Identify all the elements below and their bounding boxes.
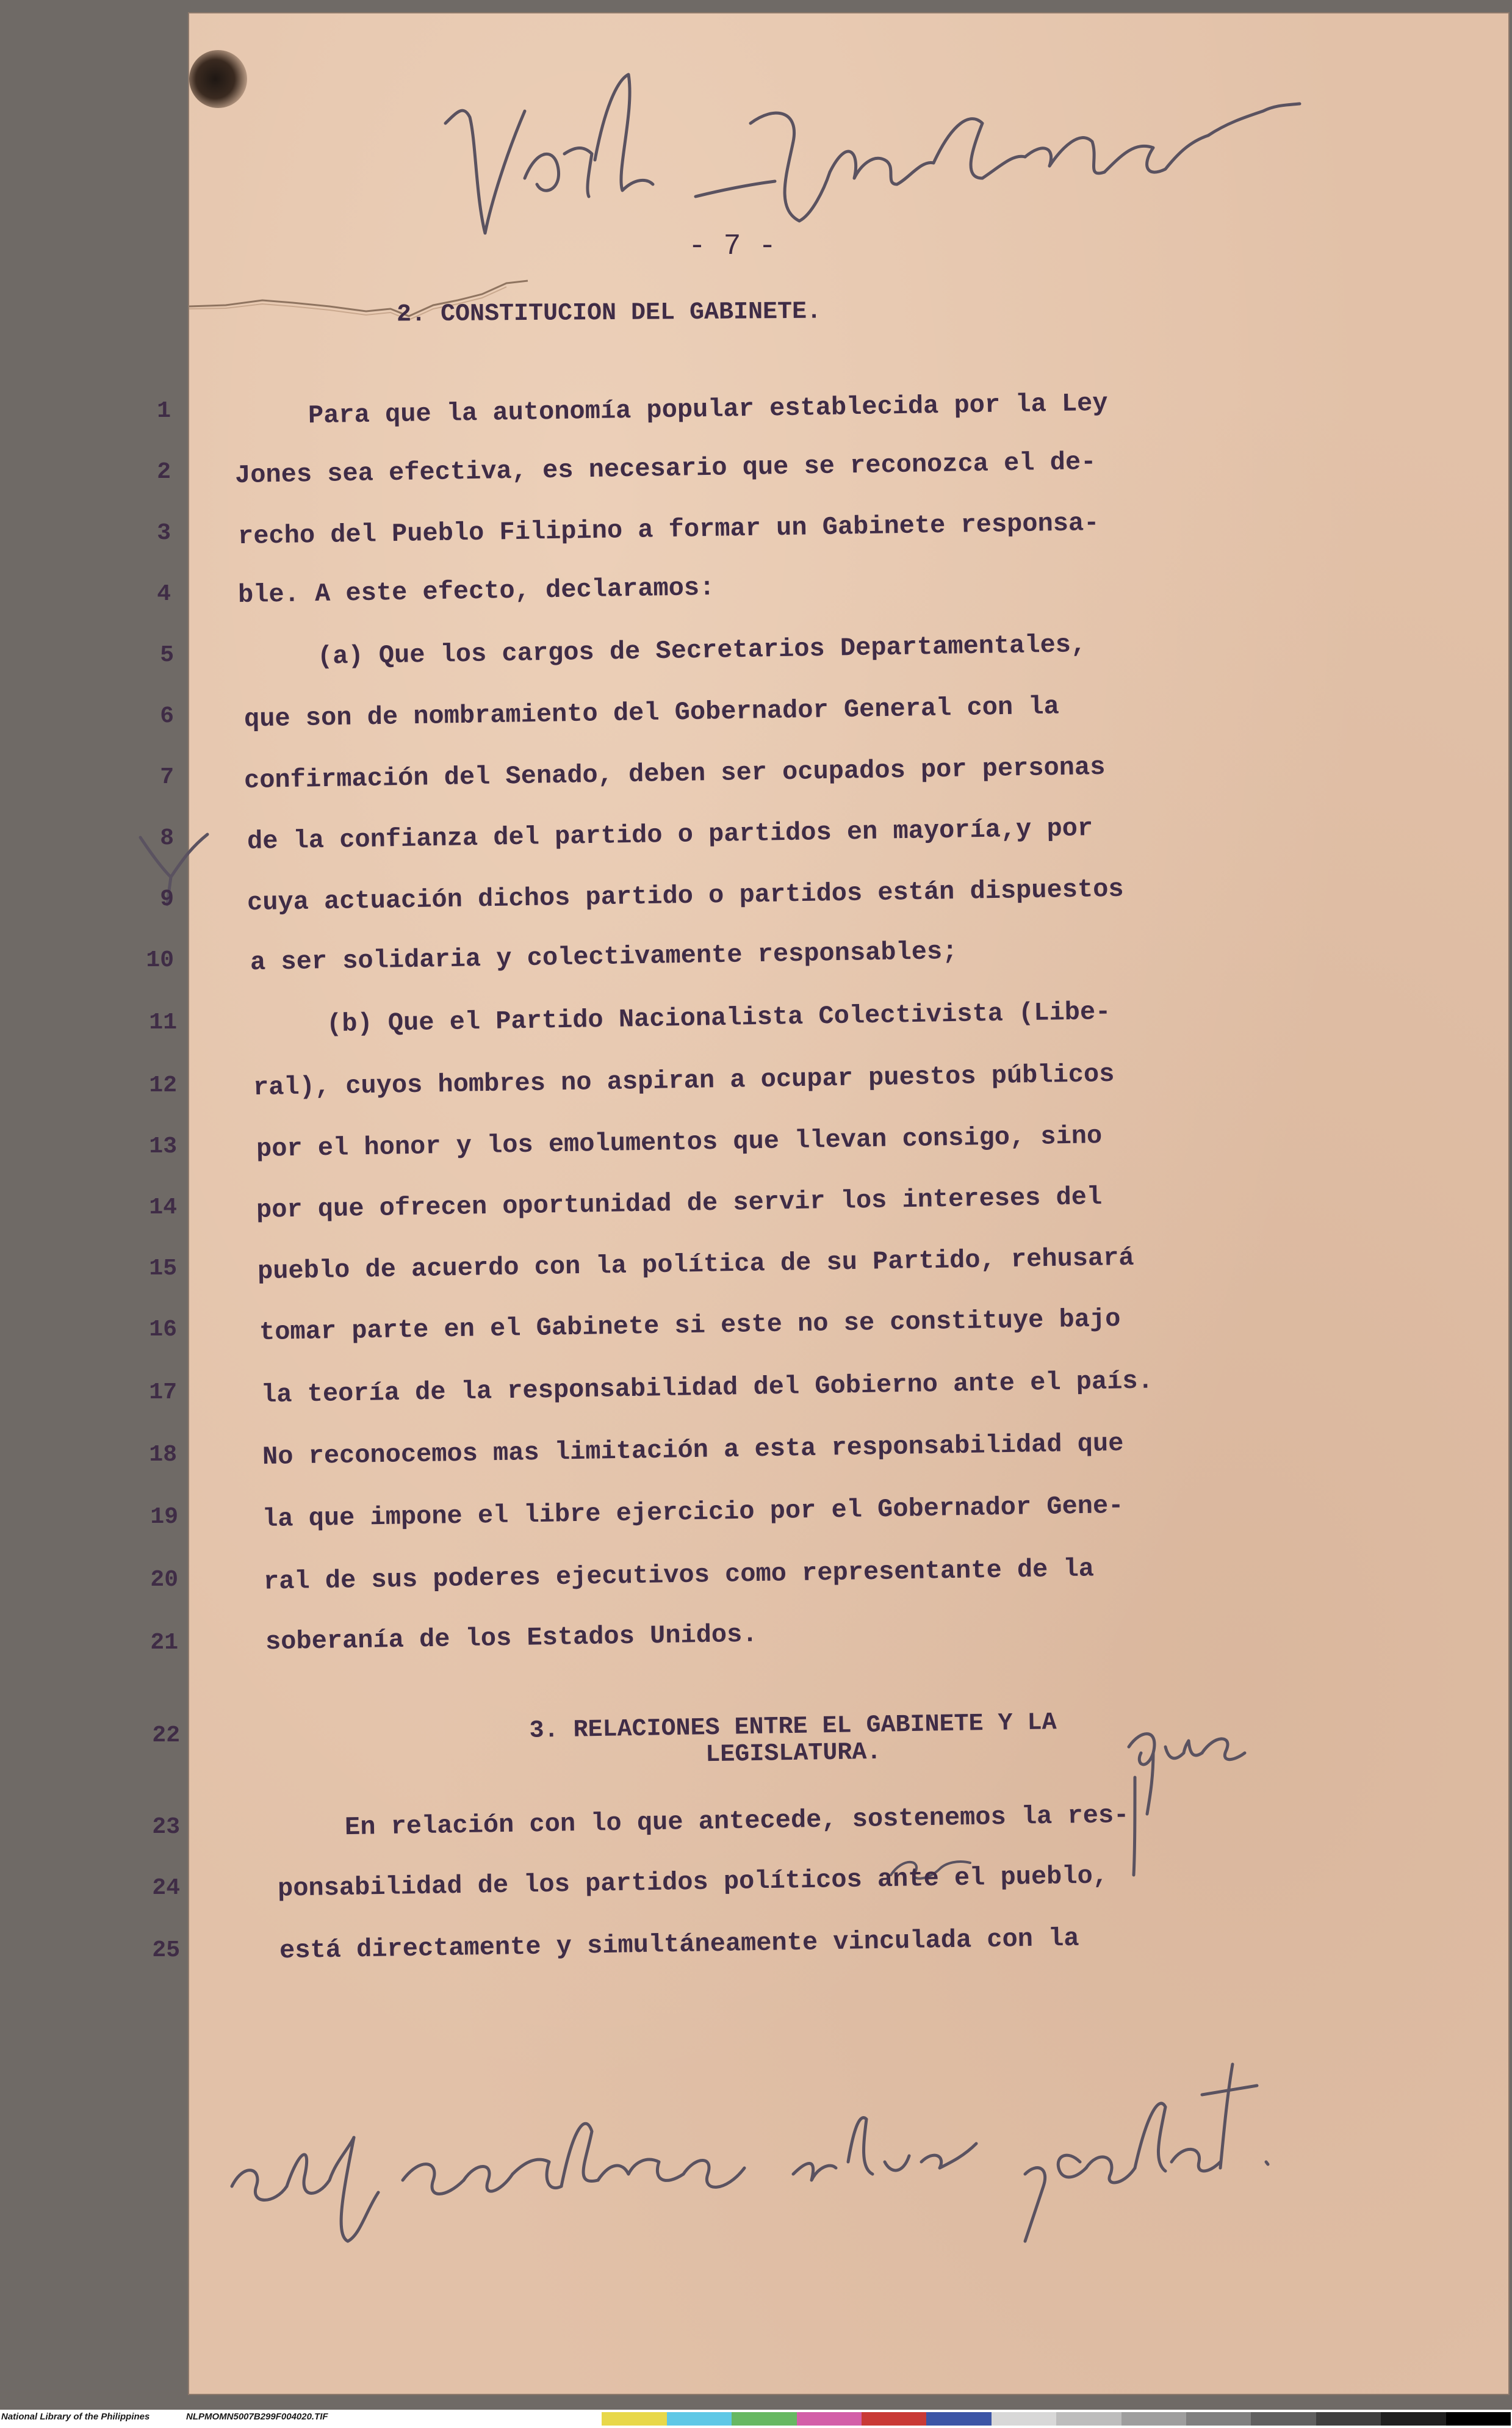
line-number: 2 [157, 459, 171, 485]
text-line: No reconocemos mas limitación a esta responsabilidad que [262, 1428, 1124, 1472]
text-line: recho del Pueblo Filipino a formar un Gabinete responsa- [237, 508, 1100, 552]
text-line: (a) Que los cargos de Secretarios Departamentales, [317, 630, 1087, 671]
text-line: ral), cuyos hombres no aspiran a ocupar puestos públicos [253, 1059, 1115, 1103]
color-swatch [992, 2412, 1056, 2426]
color-swatch [602, 2412, 666, 2426]
text-line: Para que la autonomía popular establecida por la Ley [308, 388, 1108, 431]
line-number: 16 [149, 1317, 177, 1343]
color-swatch [1446, 2412, 1511, 2426]
text-line: que son de nombramiento del Gobernador General con la [243, 692, 1060, 734]
line-number: 25 [152, 1937, 180, 1964]
line-number: 12 [149, 1072, 177, 1099]
line-number: 4 [157, 581, 171, 607]
document-page [146, 13, 1508, 2394]
color-swatch [667, 2412, 732, 2426]
color-swatch [926, 2412, 991, 2426]
line-number: 20 [150, 1567, 178, 1593]
text-line: por el honor y los emolumentos que llevan consigo, sino [256, 1121, 1103, 1164]
text-line: cuya actuación dichos partido o partidos están dispuestos [247, 874, 1124, 918]
line-number: 17 [149, 1379, 177, 1406]
page-number: - 7 - [688, 230, 777, 263]
line-number: 23 [152, 1814, 180, 1840]
line-number: 10 [146, 947, 174, 974]
text-line: de la confianza del partido o partidos en mayoría,y por [247, 814, 1093, 856]
text-line: confirmación del Senado, deben ser ocupados por personas [243, 752, 1106, 796]
color-swatch [1251, 2412, 1316, 2426]
color-swatch [862, 2412, 926, 2426]
line-number: 5 [160, 642, 174, 668]
text-line: ble. A este efecto, declaramos: [237, 573, 715, 610]
footer-library-label: National Library of the Philippines [1, 2412, 150, 2422]
line-number: 6 [160, 703, 174, 729]
handwritten-annotation-bottom [207, 2040, 1275, 2272]
line-number: 19 [150, 1504, 178, 1530]
line-number: 3 [157, 520, 171, 546]
color-swatch [1316, 2412, 1381, 2426]
line-number: 18 [149, 1442, 177, 1468]
footer-file-label: NLPMOMN5007B299F004020.TIF [186, 2412, 328, 2422]
color-swatch [1056, 2412, 1121, 2426]
color-swatch [797, 2412, 862, 2426]
text-line: la teoría de la responsabilidad del Gobierno ante el país. [261, 1366, 1154, 1410]
line-number: 7 [160, 764, 174, 790]
color-swatch [1186, 2412, 1251, 2426]
text-line: Jones sea efectiva, es necesario que se reconozca el de- [234, 447, 1096, 491]
text-line: ponsabilidad de los partidos políticos ante el pueblo, [277, 1861, 1109, 1904]
text-line: (b) Que el Partido Nacionalista Colectivista (Libe- [326, 997, 1111, 1039]
color-swatch [732, 2412, 796, 2426]
section-3-heading [433, 1708, 1153, 1774]
line-number: 22 [152, 1722, 180, 1749]
burn-mark [189, 50, 247, 108]
handwritten-insertion-que [1117, 1710, 1275, 1881]
line-number: 21 [150, 1630, 178, 1656]
handwritten-annotation-top [433, 38, 1318, 282]
text-line: ral de sus poderes ejecutivos como representante de la [263, 1554, 1095, 1597]
line-number: 11 [149, 1010, 177, 1036]
text-line: soberanía de los Estados Unidos. [265, 1619, 758, 1657]
section-2-heading: 2. CONSTITUCION DEL GABINETE. [396, 298, 822, 329]
line-number: 15 [149, 1256, 177, 1282]
line-number: 13 [149, 1133, 177, 1160]
line-number: 8 [160, 825, 174, 851]
color-swatch [537, 2412, 602, 2426]
line-number: 9 [160, 886, 174, 912]
text-line: la que impone el libre ejercicio por el Gobernador Gene- [262, 1490, 1124, 1534]
color-swatch [1381, 2412, 1445, 2426]
text-line: a ser solidaria y colectivamente responsables; [250, 936, 958, 978]
section-3-heading-line2: LEGISLATURA. [705, 1738, 882, 1769]
line-number: 14 [149, 1194, 177, 1221]
line-number: 1 [157, 398, 171, 424]
color-swatch [1121, 2412, 1186, 2426]
text-line: por que ofrecen oportunidad de servir los intereses del [256, 1182, 1103, 1225]
text-line: está directamente y simultáneamente vinculada con la [279, 1923, 1079, 1966]
line-number: 24 [152, 1875, 180, 1901]
section-3-heading-line1: 3. RELACIONES ENTRE EL GABINETE Y LA [529, 1709, 1057, 1745]
color-calibration-bar [537, 2412, 1511, 2426]
text-line: En relación con lo que antecede, sostenemos la res- [344, 1800, 1129, 1843]
text-line: tomar parte en el Gabinete si este no se constituye bajo [259, 1304, 1121, 1348]
text-line: pueblo de acuerdo con la política de su Partido, rehusará [257, 1243, 1134, 1287]
